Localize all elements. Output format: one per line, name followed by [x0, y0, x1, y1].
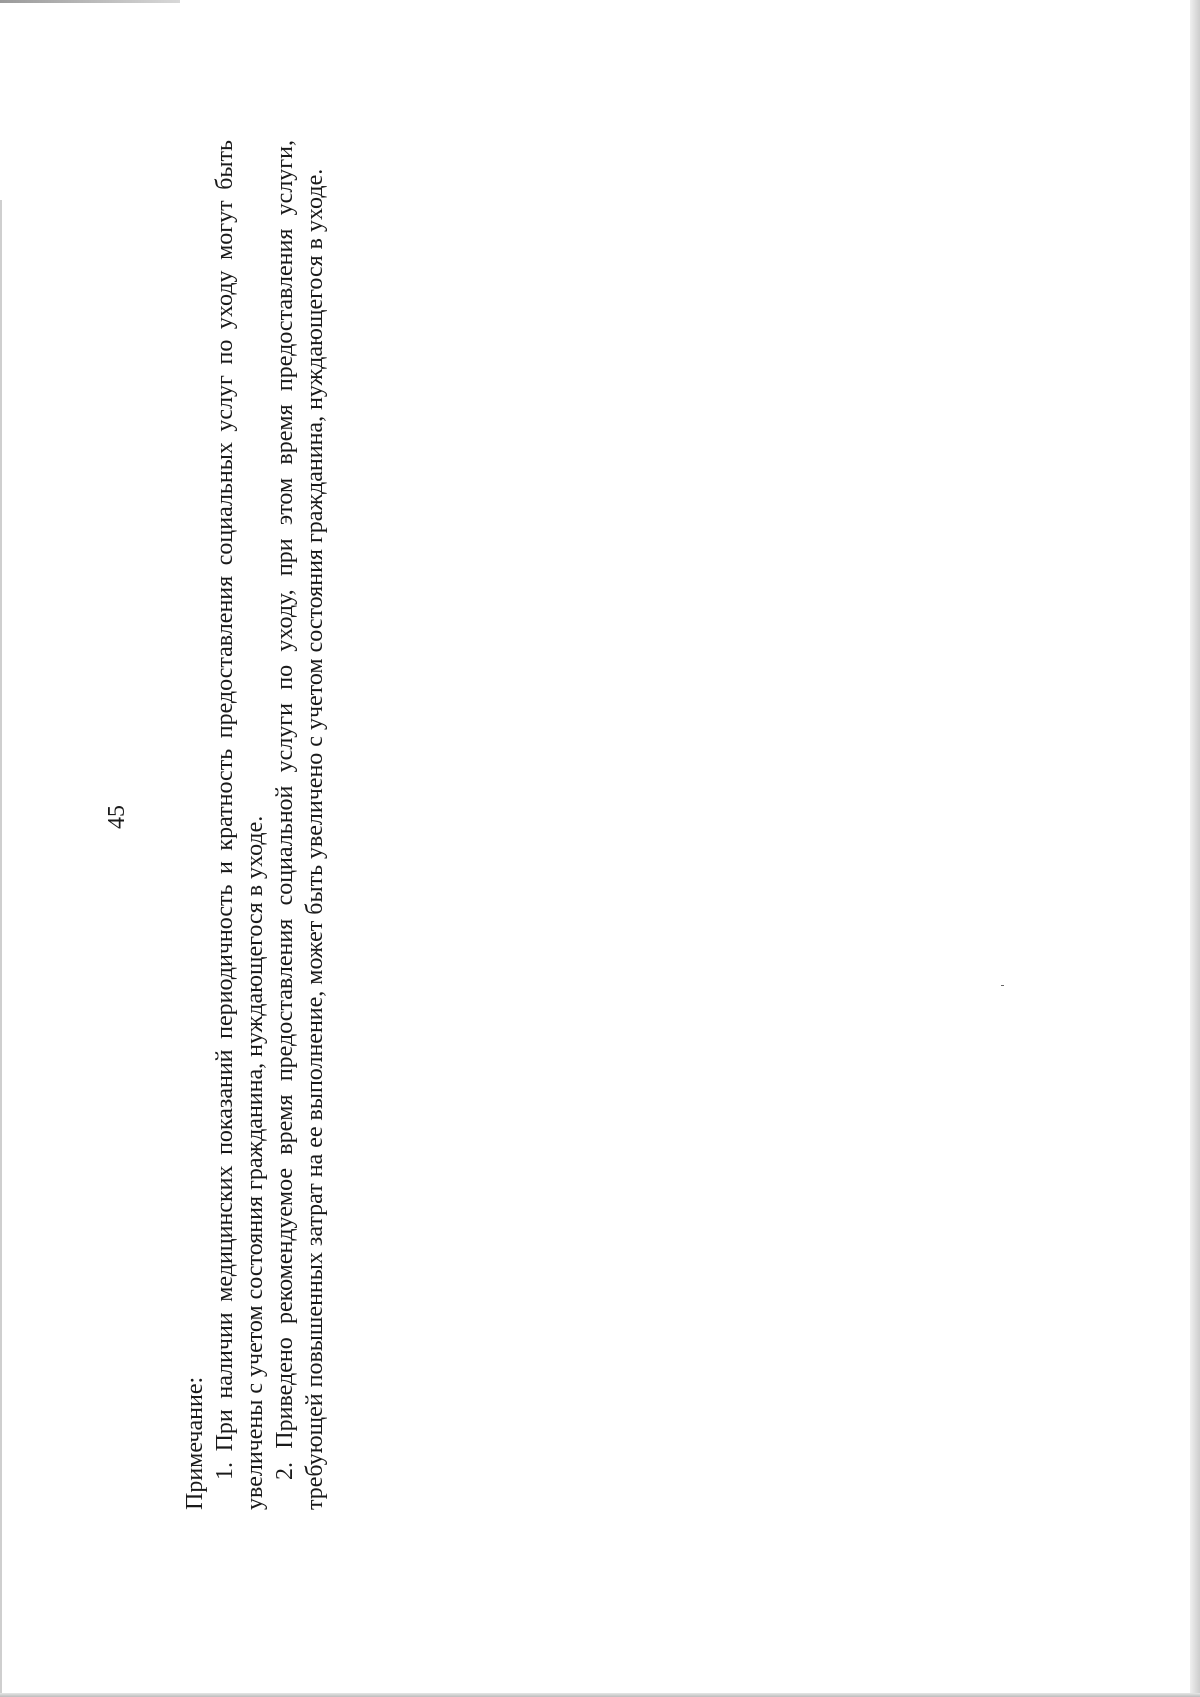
note-block — [180, 140, 330, 1510]
note-item-1: 1. При наличии медицинских показаний периодичность и кратность предоставления социальных услуг по уходу могут быть увеличены с учетом состояния гражданина, нуждающегося в уходе. — [212, 140, 268, 1510]
rotated-page — [104, 140, 1080, 1510]
note-heading: Примечание: — [182, 1376, 208, 1510]
note-item-2: 2. Приведено рекомендуемое время предоставления социальной услуги по уходу, при этом время предоставления услуги, требующей повышенных затрат на ее выполнение, может быть увеличено с учетом состояния гражданина, нуждающегося в уходе. — [272, 140, 328, 1510]
page-number: 45 — [104, 805, 130, 829]
scan-edge-left — [0, 200, 2, 1697]
scan-edge-right — [1190, 0, 1200, 1697]
scan-edge-bottom — [0, 1693, 1200, 1697]
scan-edge-top — [0, 0, 180, 3]
